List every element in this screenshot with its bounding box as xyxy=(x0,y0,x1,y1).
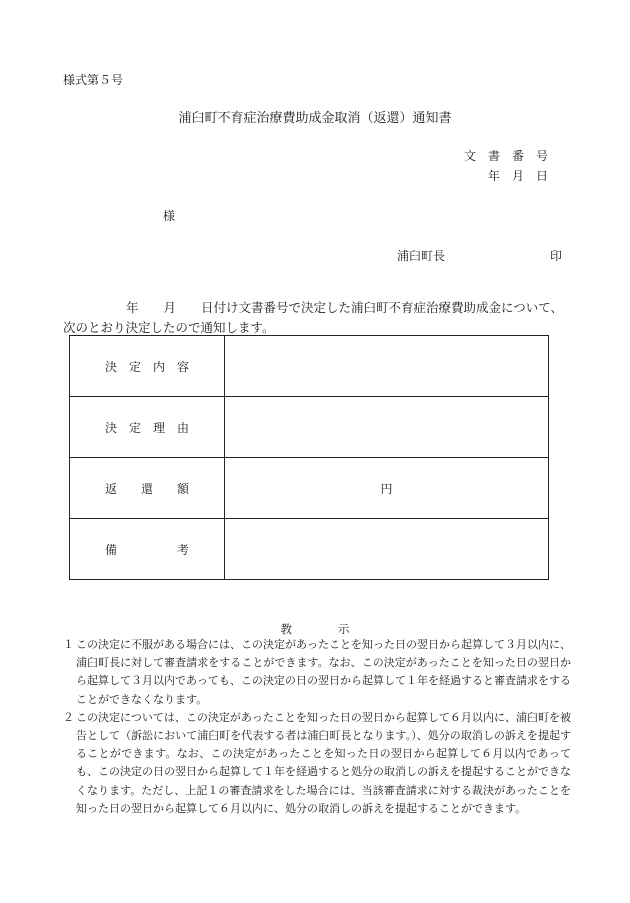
row-label-decision-content: 決 定 内 容 xyxy=(70,336,225,397)
row-value-decision-content xyxy=(225,336,549,397)
table-row xyxy=(70,397,549,458)
table-row xyxy=(70,519,549,580)
date-label: 年 月 日 xyxy=(488,169,549,183)
notice-item-number: １ xyxy=(63,638,74,651)
notice-item-text: この決定については、この決定があったことを知った日の翌日から起算して６月以内に、浦臼町を被告として（訴訟において浦臼町を代表する者は浦臼町長となります。）、処分の取消しの訴えを提起することができます。なお、この決定があったことを知った日の翌日から起算して６月以内であっても、この決定の日の翌日から起算して１年を経過すると処分の取消しの訴えを提起することができなくなります。ただし、上記１の審査請求をした場合には、当該審査請求に対する裁決があったことを知った日の翌日から起算して６月以内に、処分の取消しの訴えを提起することができます。 xyxy=(76,710,571,815)
row-value-remarks xyxy=(225,519,549,580)
notice-list xyxy=(63,636,571,818)
row-label-remarks: 備 考 xyxy=(70,519,225,580)
seal-mark: 印 xyxy=(550,249,563,263)
table-row xyxy=(70,458,549,519)
intro-line-2: 次のとおり決定したので通知します。 xyxy=(63,320,275,335)
addressee-label: 様 xyxy=(163,209,176,223)
document-title: 浦臼町不育症治療費助成金取消（返還）通知書 xyxy=(178,111,452,126)
notice-item xyxy=(63,636,571,709)
form-number: 様式第５号 xyxy=(63,73,124,87)
row-value-refund-amount: 円 xyxy=(225,458,549,519)
row-value-decision-reason xyxy=(225,397,549,458)
table-row xyxy=(70,336,549,397)
notice-heading: 教 示 xyxy=(280,622,350,636)
notice-item-text: この決定に不服がある場合には、この決定があったことを知った日の翌日から起算して３月以内に、浦臼町長に対して審査請求をすることができます。なお、この決定があったことを知った日の翌日から起算して３月以内であっても、この決定の日の翌日から起算して１年を経過すると審査請求をすることができなくなります。 xyxy=(76,638,571,706)
intro-line-1: 年 月 日付け文書番号で決定した浦臼町不育症治療費助成金について、 xyxy=(126,300,564,315)
notice-item-number: ２ xyxy=(63,710,74,724)
document-number-label: 文 書 番 号 xyxy=(464,149,549,163)
notice-item xyxy=(63,709,571,818)
decision-table xyxy=(69,335,549,580)
row-label-decision-reason: 決 定 理 由 xyxy=(70,397,225,458)
row-label-refund-amount: 返 還 額 xyxy=(70,458,225,519)
sender-name: 浦臼町長 xyxy=(397,249,446,263)
